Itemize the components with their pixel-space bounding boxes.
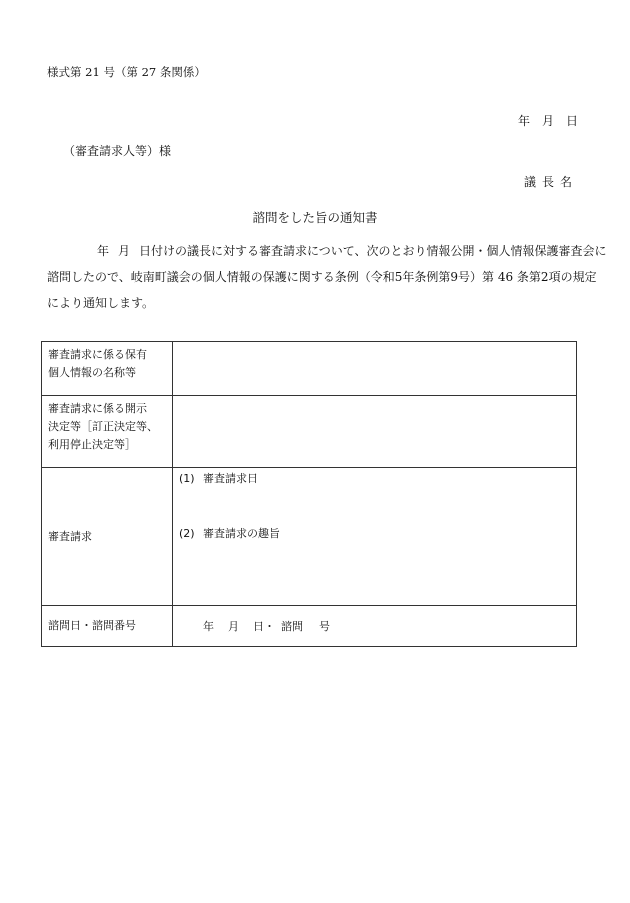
row3-label: 審査請求 [42,468,173,606]
body-line-2: 諮問したので、岐南町議会の個人情報の保護に関する条例（令和5年条例第9号）第 46 条第2項の規定 [47,270,597,284]
table-row [42,396,577,468]
row1-label-line-1: 審査請求に係る保有 [48,348,147,361]
addressee: （審査請求人等）様 [63,144,172,158]
form-number: 様式第 21 号（第 27 条関係） [47,65,206,79]
document-title: 諮問をした旨の通知書 [252,210,378,225]
inquiry-label: 諮問 [281,620,303,633]
body-month: 月 [118,244,131,258]
row2-value [173,396,577,468]
row2-label-line-3: 利用停止決定等］ [48,438,136,451]
body-text [47,238,607,316]
row3-value [173,468,577,606]
row1-value [173,342,577,396]
date-line [506,112,578,129]
body-line-1-text: 日付けの議長に対する審査請求について、次のとおり情報公開・個人情報保護審査会に [139,244,607,258]
request-date-item [179,470,258,486]
chair-char-3: 名 [559,175,572,189]
table-row [42,468,577,606]
inquiry-number-suffix: 号 [319,620,330,633]
row2-label-line-2: 決定等［訂正決定等、 [48,420,158,433]
inquiry-year: 年 [203,620,214,633]
request-purpose-label: 審査請求の趣旨 [203,527,280,540]
inquiry-month: 月 [228,620,239,633]
body-year: 年 [97,244,110,258]
chair-char-1: 議 [523,175,536,189]
date-month: 月 [541,114,554,128]
request-date-label: 審査請求日 [203,472,258,485]
info-table [41,341,577,647]
chair-char-2: 長 [541,175,554,189]
row2-label [42,396,173,468]
row4-label: 諮問日・諮問番号 [42,606,173,647]
request-purpose-number: (2) [179,527,195,540]
body-line-3: により通知します。 [47,296,155,310]
request-date-number: (1) [179,472,195,485]
row1-label-line-2: 個人情報の名称等 [48,366,136,379]
table-row [42,342,577,396]
row1-label [42,342,173,396]
body-line-1 [47,238,607,264]
table-row [42,606,577,647]
date-day: 日 [565,114,578,128]
row2-label-line-1: 審査請求に係る開示 [48,402,147,415]
inquiry-day: 日・ [253,620,275,633]
chair-name [518,173,572,190]
row4-value [173,606,577,647]
request-purpose-item [179,525,280,541]
date-year: 年 [517,114,530,128]
